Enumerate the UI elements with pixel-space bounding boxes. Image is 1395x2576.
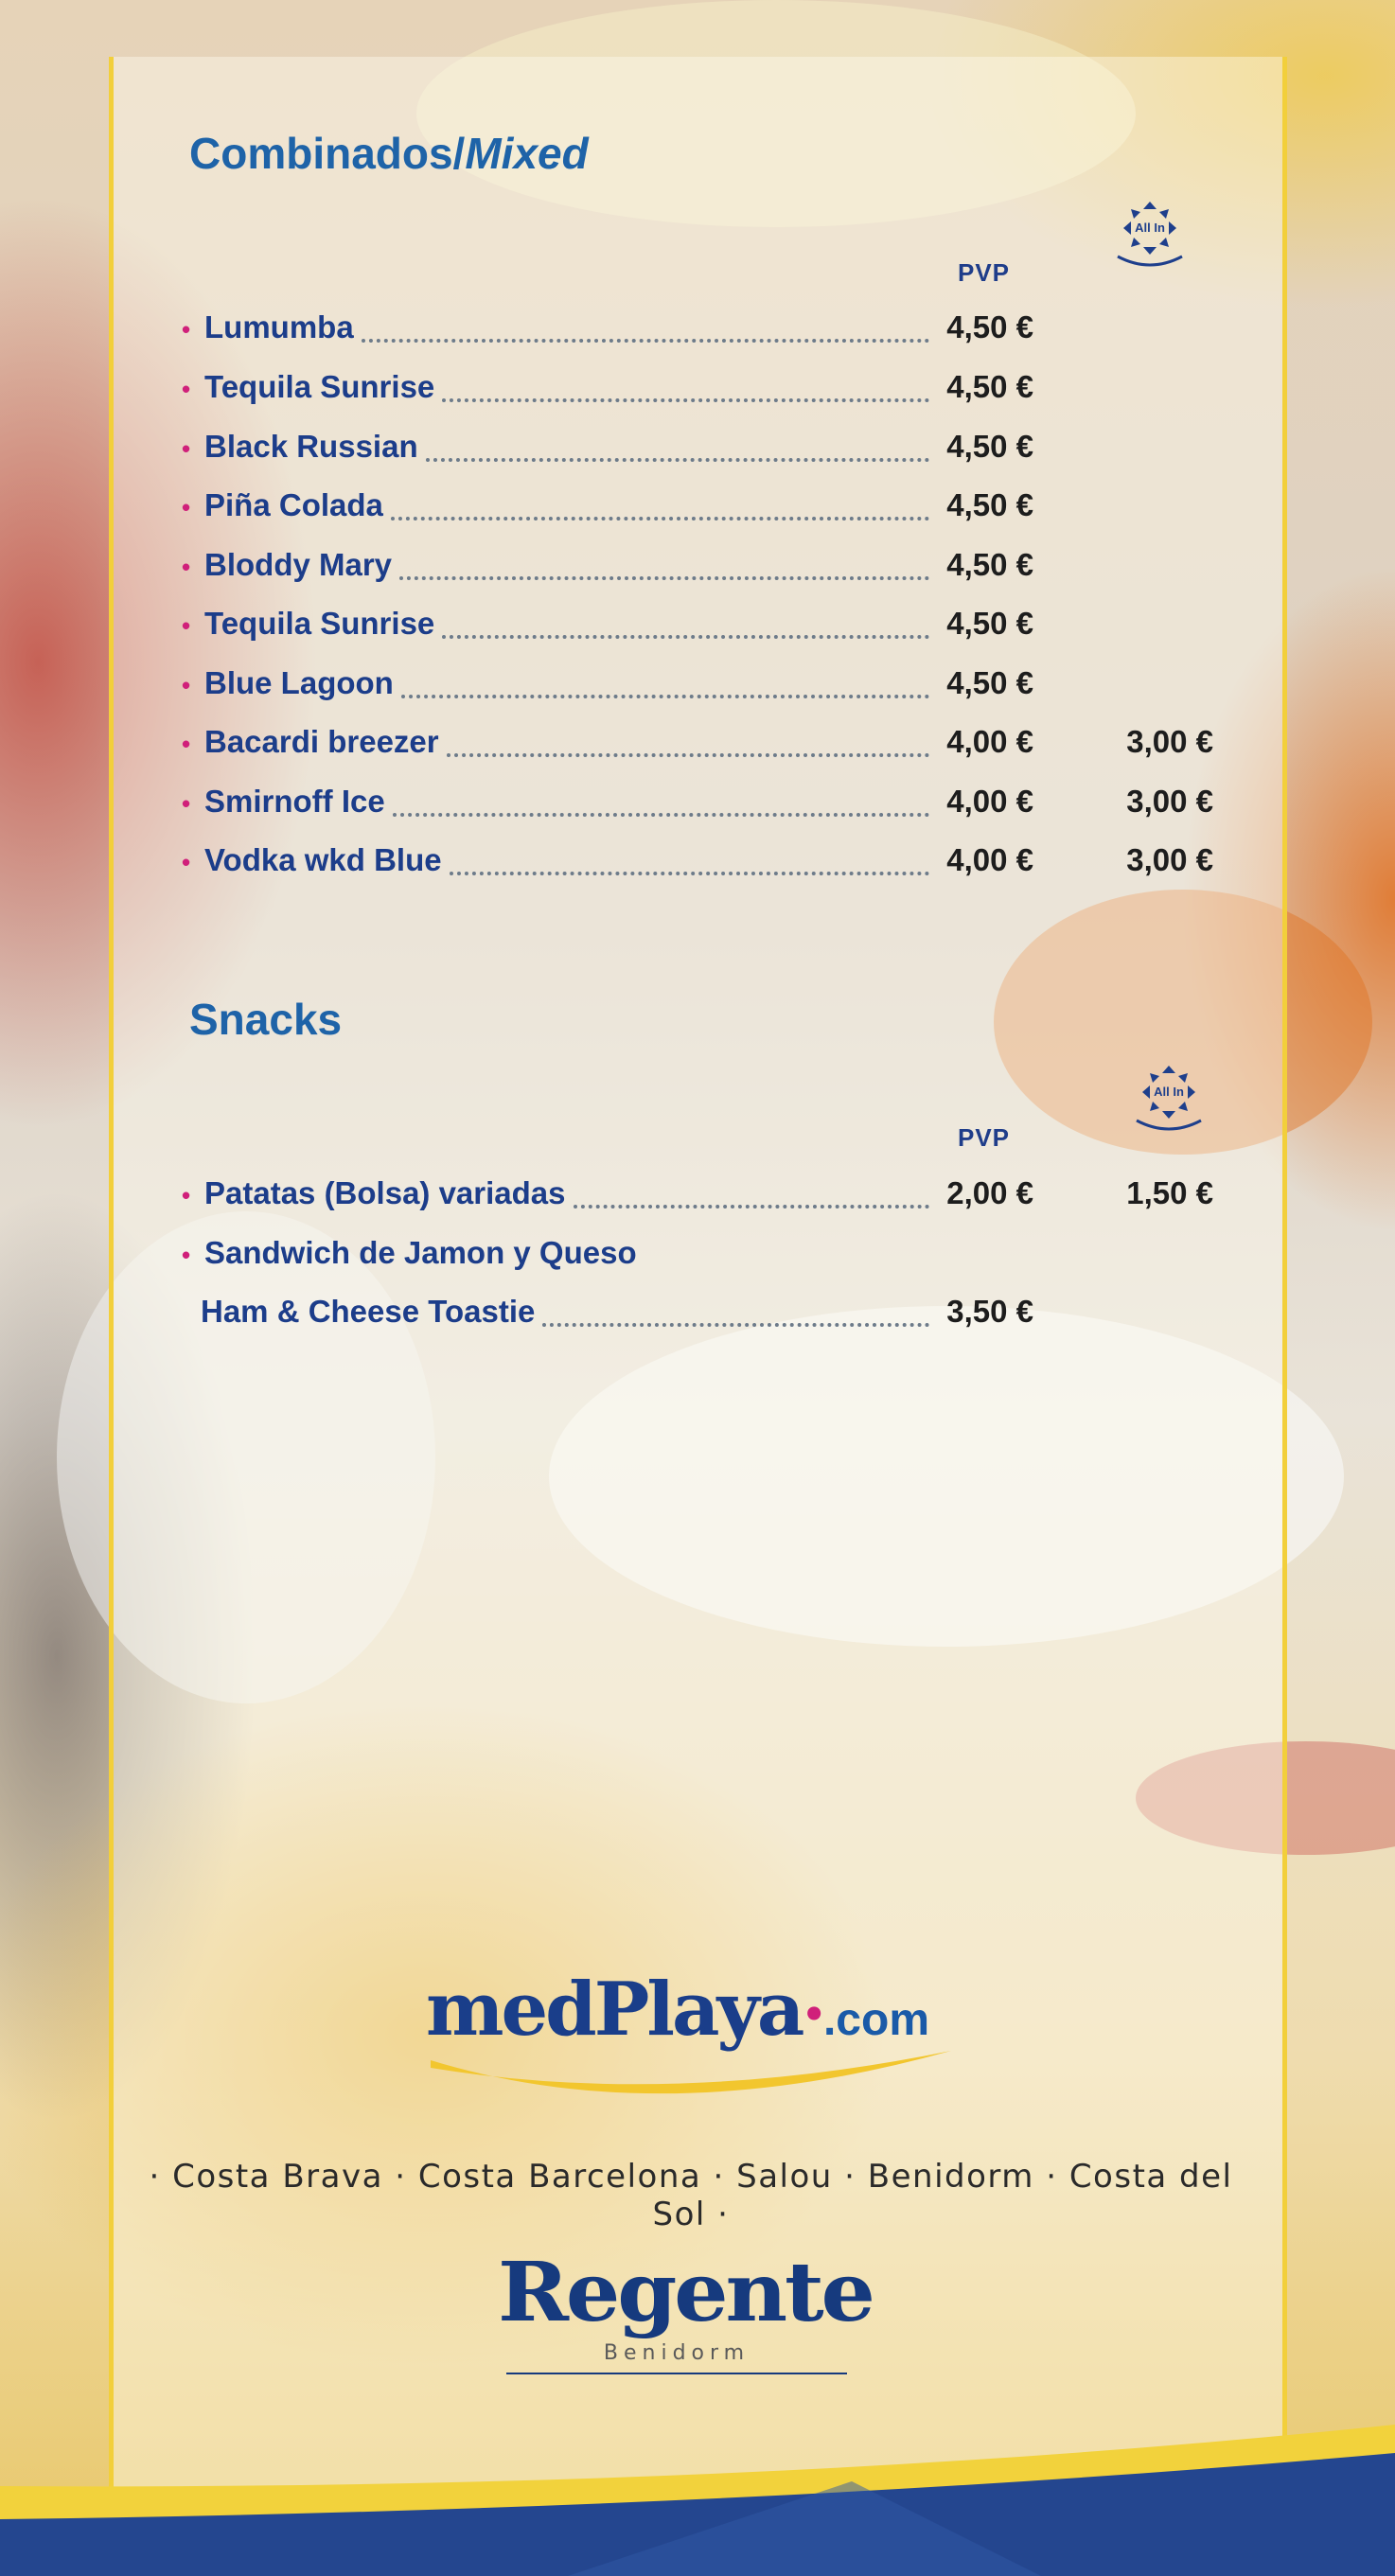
section-title-mixed <box>189 128 589 179</box>
section-title-snacks: Snacks <box>189 995 343 1044</box>
list-item: • Piña Colada 4,50 € <box>182 487 1033 522</box>
medplaya-wordmark: medPlaya <box>426 1967 803 2053</box>
item-name: Blue Lagoon <box>204 665 394 700</box>
list-item: • Blue Lagoon 4,50 € <box>182 665 1033 700</box>
item-allin-price: 1,50 € <box>1126 1175 1213 1210</box>
item-name: Vodka wkd Blue <box>204 842 442 877</box>
all-in-badge-label: All In <box>1154 1085 1184 1099</box>
list-item: • Tequila Sunrise 4,50 € <box>182 606 1033 641</box>
pvp-label: PVP <box>958 258 1011 287</box>
dot-leader <box>442 633 929 639</box>
item-name: Ham & Cheese Toastie <box>201 1294 536 1329</box>
item-price: 4,50 € <box>946 369 1033 404</box>
item-price: 3,50 € <box>946 1294 1033 1329</box>
list-item <box>182 1294 1213 1341</box>
dot-leader <box>447 751 929 757</box>
dot-leader <box>442 397 929 402</box>
item-price: 2,00 € <box>946 1175 1033 1210</box>
hotel-city: Benidorm <box>506 2341 847 2374</box>
medplaya-tld: .com <box>822 1995 929 2045</box>
item-name: Smirnoff Ice <box>204 784 385 819</box>
item-name: Tequila Sunrise <box>204 369 435 404</box>
item-price: 4,50 € <box>946 429 1033 464</box>
dot-leader <box>574 1203 929 1209</box>
item-name: Bloddy Mary <box>204 547 393 582</box>
all-in-badge-icon <box>1112 194 1188 270</box>
item-name: Lumumba <box>204 309 354 344</box>
list-item: • Tequila Sunrise 4,50 € <box>182 369 1033 404</box>
item-name: Tequila Sunrise <box>204 606 435 641</box>
item-price: 4,00 € <box>946 784 1033 819</box>
list-item: • Sandwich de Jamon y Queso <box>182 1235 1213 1282</box>
list-item: • Smirnoff Ice 4,00 € 3,00 € <box>182 784 1213 819</box>
pvp-label: PVP <box>958 1123 1011 1152</box>
dot-leader <box>393 811 929 817</box>
medplaya-swoosh-icon <box>426 2041 956 2117</box>
regente-logo <box>498 2245 873 2374</box>
dot-leader <box>542 1321 929 1327</box>
list-item: • Bloddy Mary 4,50 € <box>182 547 1033 582</box>
item-price: 4,50 € <box>946 547 1033 582</box>
item-name: Sandwich de Jamon y Queso <box>204 1235 637 1270</box>
item-name: Black Russian <box>204 429 418 464</box>
list-item: • Patatas (Bolsa) variadas 2,00 € 1,50 € <box>182 1175 1213 1210</box>
hotel-name: Regente <box>498 2245 873 2340</box>
item-price: 4,50 € <box>946 606 1033 641</box>
item-price: 4,00 € <box>946 724 1033 759</box>
item-price: 4,00 € <box>946 842 1033 877</box>
list-item: • Vodka wkd Blue 4,00 € 3,00 € <box>182 842 1213 877</box>
dot-leader <box>362 337 929 343</box>
list-item: • Black Russian 4,50 € <box>182 429 1033 464</box>
dot-leader <box>391 515 929 520</box>
list-item: • Bacardi breezer 4,00 € 3,00 € <box>182 724 1213 759</box>
medplaya-logo: medPlaya•.com <box>426 1973 956 2125</box>
item-name: Bacardi breezer <box>204 724 439 759</box>
item-name: Piña Colada <box>204 487 383 522</box>
section-title-es: Combinados/ <box>189 129 466 178</box>
all-in-badge-icon <box>1131 1058 1207 1134</box>
list-item: • Lumumba 4,50 € <box>182 309 1033 344</box>
dot-leader <box>401 693 929 698</box>
dot-leader <box>399 574 929 580</box>
item-allin-price: 3,00 € <box>1126 724 1213 759</box>
dot-leader <box>426 456 929 462</box>
item-price: 4,50 € <box>946 665 1033 700</box>
dot-leader <box>450 870 929 875</box>
item-price: 4,50 € <box>946 309 1033 344</box>
all-in-badge-label: All In <box>1135 221 1165 235</box>
locations-line: · Costa Brava · Costa Barcelona · Salou · Benidorm · Costa del Sol · <box>149 2158 1233 2233</box>
section-title-en: Mixed <box>465 129 589 178</box>
item-price: 4,50 € <box>946 487 1033 522</box>
item-allin-price: 3,00 € <box>1126 842 1213 877</box>
item-name: Patatas (Bolsa) variadas <box>204 1175 566 1210</box>
item-allin-price: 3,00 € <box>1126 784 1213 819</box>
